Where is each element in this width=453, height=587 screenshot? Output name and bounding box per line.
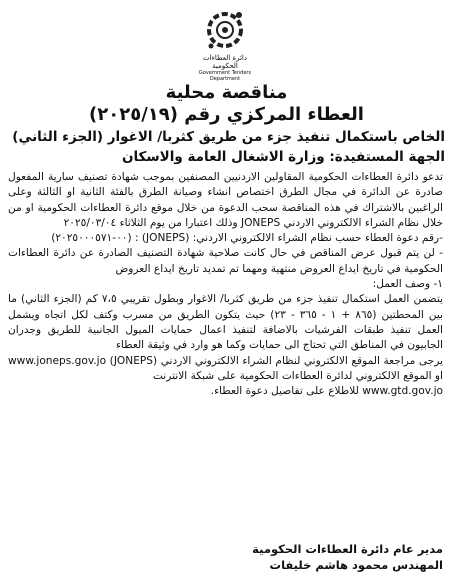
signature-title: مدير عام دائرة العطاءات الحكومية xyxy=(252,542,443,556)
classification-note: - لن يتم قبول عرض المناقص في حال كانت صلاحية شهادة التصنيف الصادرة عن دائرة العطاءات الحكومية في تاريخ ايداع العروض منتهية ومهما تم تمديد تاريخ ايداع العروض xyxy=(8,247,443,275)
signature-name: المهندس محمود هاشم خليفات xyxy=(269,558,443,572)
tender-number: العطاء المركزي رقم (٢٠٢٥/١٩) xyxy=(89,104,364,125)
signature-block xyxy=(252,541,443,573)
details-note: www.gtd.gov.jo للاطلاع على تفاصيل دعوة العطاء. xyxy=(210,385,443,398)
website-note: يرجى مراجعة الموقع الالكتروني لنظام الشراء الالكتروني الاردني (JONEPS) www.joneps.gov.jo او الموقع الالكتروني لدائرة العطاءات الحكومية على شبكة الانترنت xyxy=(8,354,443,382)
work-description-title: ١- وصف العمل: xyxy=(372,278,443,291)
announcement-title: مناقصة محلية xyxy=(165,82,288,103)
gtd-logo xyxy=(190,6,260,82)
logo-name-ar: دائرة العطاءات الحكومية xyxy=(203,54,247,70)
beneficiary: الجهة المستفيدة: وزارة الاشغال العامة والاسكان xyxy=(121,149,445,165)
gtd-emblem-icon xyxy=(199,6,251,56)
announcement-body xyxy=(8,170,443,399)
work-description: يتضمن العمل استكمال تنفيذ جزء من طريق كثربا/ الاغوار وبطول تقريبي ٧،٥ كم (الجزء الثاني) ما بين المحطتين (٨٦٥ + ١ - ٣٦٥ - ٢٣) حيث يتكون الطريق من مسرب وكتف لكل اتجاه ويشمل العمل تنفيذ طبقات الفرشيات بالاضافة لتنفيذ اعمال حمايات الميول الجانبية للطريق وجدران الجابيون في المناطق التي تحتاج الى حمايات وكما هو وارد في وثيقة العطاء xyxy=(8,293,444,352)
intro-paragraph: تدعو دائرة العطاءات الحكومية المقاولين الاردنيين المصنفين بموجب شهادة تصنيف سارية المفعول صادرة عن الدائرة في مجال الطرق اختصاص انشاء وصيانة الطرق بالفئة الثانية او الثالثة وعلى الراغبين بالاشتراك في هذه المناقصة سحب الدعوة من خلال موقع دائرة العطاءات الحكومية او من خلال نظام الشراء الالكتروني الاردني JONEPS وذلك اعتبارا من يوم الثلاثاء ٢٠٢٥/٠٣/٠٤ xyxy=(8,171,443,229)
joneps-invitation-number: -رقم دعوة العطاء حسب نظام الشراء الالكتروني الاردني: (JONEPS) : (٠٠-٢٠٢٥٠٠٠٥٧١) xyxy=(51,232,443,245)
tender-subject: الخاص باستكمال تنفيذ جزء من طريق كثربا/ الاغوار (الجزء الثاني) xyxy=(12,129,445,145)
logo-name-en: Government Tenders Department xyxy=(198,70,252,82)
